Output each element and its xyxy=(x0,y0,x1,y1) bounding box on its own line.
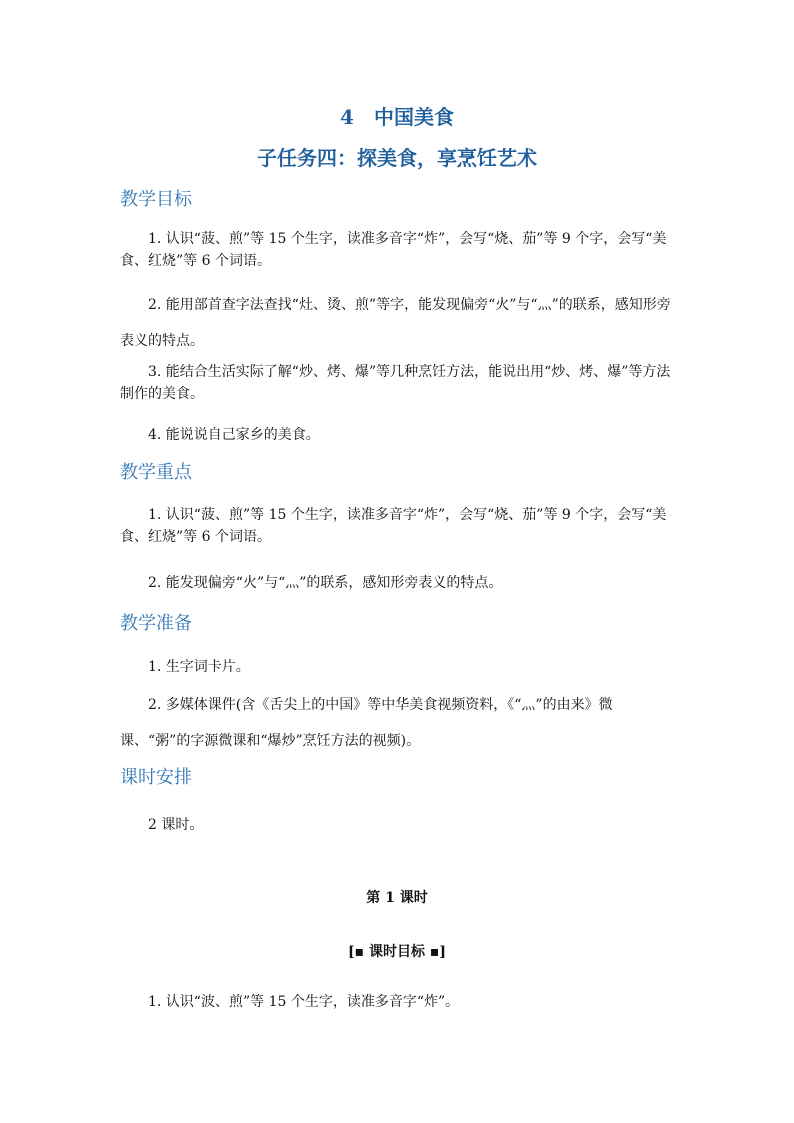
lesson-title: 第 1 课时 xyxy=(366,890,428,906)
lesson-objective-label: [▪ 课时目标 ▪] xyxy=(348,944,446,960)
preparation-item-2: 2. 多媒体课件(含《舌尖上的中国》等中华美食视频资料，《“灬”的由来》微课、“粥”的字源微课和“爆炒”烹饪方法的视频)。 xyxy=(120,697,613,749)
objective-item-1: 1. 认识“菠、煎”等 15 个生字，读准多音字“炸”，会写“烧、茄”等 9 个字，会写“美食、红烧”等 6 个词语。 xyxy=(120,231,667,269)
section-heading-schedule: 课时安排 xyxy=(120,767,192,788)
objective-item-3: 3. 能结合生活实际了解“炒、烤、爆”等几种烹饪方法，能说出用“炒、烤、爆”等方法制作的美食。 xyxy=(120,364,671,402)
key-point-item-1: 1. 认识“菠、煎”等 15 个生字，读准多音字“炸”，会写“烧、茄”等 9 个字，会写“美食、红烧”等 6 个词语。 xyxy=(120,507,667,545)
objective-item-4: 4. 能说说自己家乡的美食。 xyxy=(148,427,320,443)
schedule-item-1: 2 课时。 xyxy=(148,817,204,833)
objective-item-2: 2. 能用部首查字法查找“灶、烫、煎”等字，能发现偏旁“火”与“灬”的联系，感知形旁表义的特点。 xyxy=(120,297,671,349)
key-point-item-2: 2. 能发现偏旁“火”与“灬”的联系，感知形旁表义的特点。 xyxy=(148,575,503,591)
lesson-objective-item-1: 1. 认识“波、煎”等 15 个生字，读准多音字“炸”。 xyxy=(148,994,460,1010)
document-title: 4 中国美食 xyxy=(340,105,454,129)
section-heading-key-points: 教学重点 xyxy=(120,462,192,483)
preparation-item-1: 1. 生字词卡片。 xyxy=(148,659,250,675)
document-subtitle: 子任务四：探美食，享烹饪艺术 xyxy=(257,146,537,170)
section-heading-objectives: 教学目标 xyxy=(120,189,192,210)
section-heading-preparation: 教学准备 xyxy=(120,613,192,634)
